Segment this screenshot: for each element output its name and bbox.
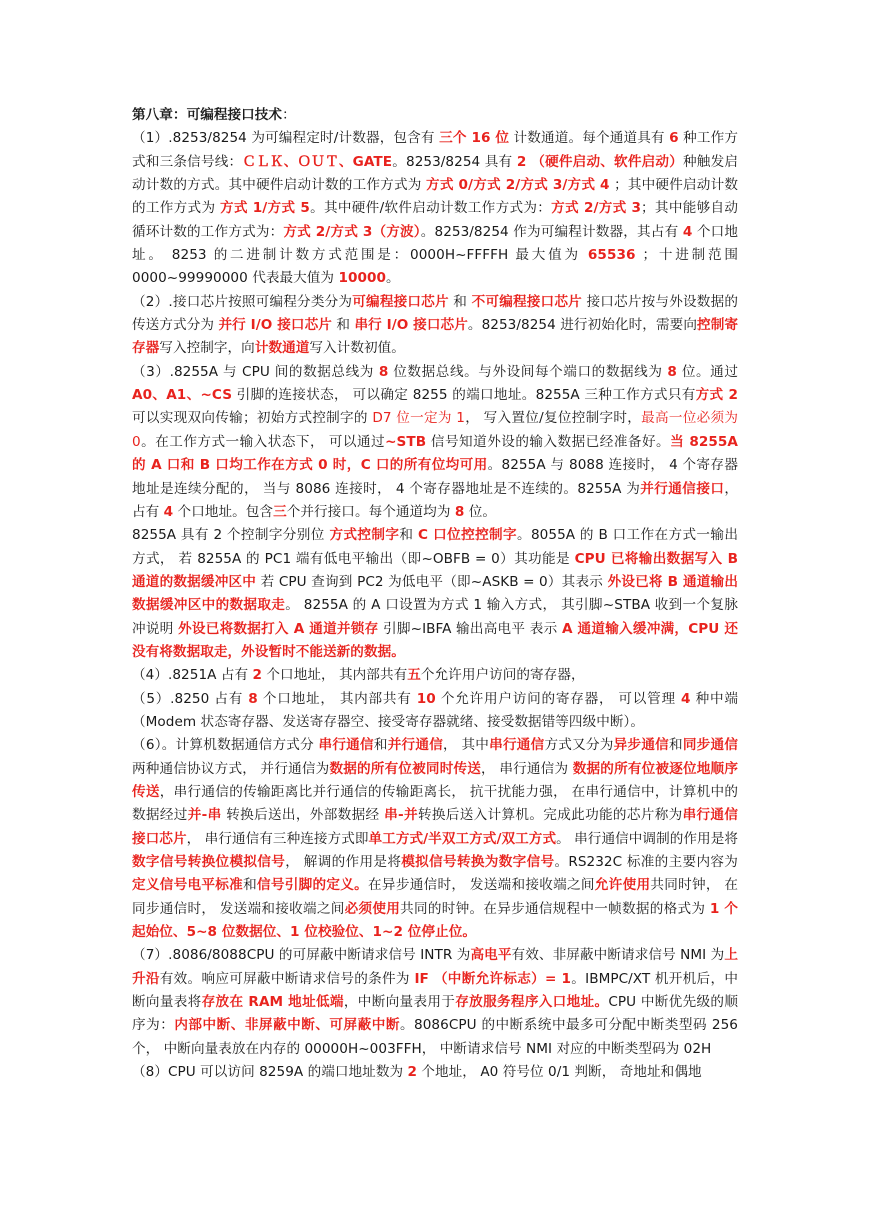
highlighted-text: 4: [163, 503, 174, 520]
body-text: 。在工作方式一输入状态下， 可以通过: [140, 433, 386, 450]
body-text: 有效、非屏蔽中断请求信号 NMI 为: [511, 947, 725, 964]
highlighted-text: 1 个起始位、5~8 位数据位、1 位校验位、1~2 位停止位。: [132, 900, 739, 941]
body-text: 。8253/8254 具有: [392, 153, 517, 170]
highlighted-text: 三: [273, 503, 287, 520]
highlighted-text: 数据的所有位被逐位地顺序传送: [132, 760, 738, 800]
highlighted-text: 存放服务程序入口地址。: [455, 994, 609, 1011]
body-text: ， 解调的作用是将: [285, 854, 402, 870]
body-text: 。8253/8254 进行初始化时，需要向: [467, 317, 698, 334]
highlighted-text: 外设已将数据打入 A 通道并锁存: [178, 620, 379, 637]
highlighted-text: 同步通信: [682, 737, 738, 754]
body-text: 。8253/8254 作为可编程计数器，其占有: [420, 223, 683, 240]
highlighted-text: 方式 2: [695, 387, 738, 404]
highlighted-text: 10000: [338, 270, 386, 287]
body-text: （6）。计算机数据通信方式分: [132, 737, 319, 754]
highlighted-text: 方式 2/方式 3: [551, 200, 642, 217]
highlighted-text: 串行通信: [318, 737, 374, 754]
body-text: 。IBMPC/XT 机开机后，中断向量表将: [132, 970, 738, 1011]
highlighted-text: D7 位一定为 1: [372, 410, 465, 427]
highlighted-text: 计数通道: [254, 340, 310, 357]
body-text: （7）.8086/8088CPU 的可屏蔽中断请求信号 INTR 为: [132, 947, 471, 964]
highlighted-text: 最高一位必须为 0: [132, 410, 738, 450]
highlighted-text: IF （中断允许标志）= 1: [414, 970, 572, 987]
highlighted-text: 不可编程接口芯片: [471, 293, 582, 310]
paragraph: [132, 664, 738, 687]
body-text: 个口地址， 其内部共有: [262, 667, 408, 684]
highlighted-text: ~STB: [385, 433, 427, 450]
highlighted-text: 2 （硬件启动、软件启动）: [516, 153, 683, 170]
paragraph: [132, 944, 738, 1061]
body-text: ，串行通信的传输距离比并行通信的传输距离长， 抗干扰能力强， 在串行通信中，计算机中的数据经过: [132, 783, 738, 824]
highlighted-text: 方式控制字: [329, 527, 400, 544]
paragraph: [132, 734, 738, 944]
highlighted-text: 上升沿: [132, 947, 739, 987]
body-text: （1）.8253/8254 为可编程定时/计数器，包含有: [132, 130, 440, 147]
highlighted-text: 2: [407, 1064, 417, 1081]
chapter-title: 第八章：可编程接口技术: [132, 107, 283, 123]
highlighted-text: 串行通信接口芯片: [132, 807, 739, 847]
body-text: ， 占有: [132, 480, 738, 520]
highlighted-text: 串行 I/O 接口芯片: [354, 317, 468, 334]
chapter-title-colon: ：: [282, 107, 296, 123]
highlighted-text: 当 8255A 的 A 口和 B 口均工作在方式 0 时，C 口的所有位均可用: [132, 433, 738, 474]
highlighted-text: 8: [378, 363, 389, 380]
body-text: 个并行接口。每个通道均为: [286, 503, 455, 520]
body-text: 共同的时钟。在异步通信规程中一帧数据的格式为: [400, 900, 710, 917]
body-text: 位数据总线。与外设间每个端口的数据线为: [388, 363, 668, 380]
body-text: 种中端（Modem 状态寄存器、发送寄存器空、接受寄存器就绪、接受数据错等四级中断）。: [132, 690, 738, 730]
body-text: （2）.接口芯片按照可编程分类分为: [132, 293, 353, 310]
highlighted-text: 定义信号电平标准: [132, 877, 244, 894]
body-text: （5）.8250 占有: [132, 690, 249, 707]
paragraph: [132, 1061, 738, 1084]
highlighted-text: 并行通信: [387, 737, 444, 754]
body-text: 和: [243, 877, 257, 894]
body-text: ， 写入置位/复位控制字时，: [464, 410, 642, 427]
highlighted-text: 存放在 RAM 地址低端: [201, 994, 344, 1011]
body-text: 。其中硬件/软件启动计数工作方式为：: [309, 200, 552, 217]
body-text: ，中断向量表用于: [343, 994, 456, 1011]
highlighted-text: 8: [667, 363, 677, 380]
highlighted-text: 五: [407, 667, 421, 684]
highlighted-text: 8: [248, 690, 258, 707]
highlighted-text: 数字信号转换位模拟信号: [132, 854, 286, 870]
body-text: 种触发启动计数的方式。其中硬件启动计数的工作方式为: [132, 153, 739, 194]
highlighted-text: 并-串: [187, 807, 222, 824]
body-text: （3）.8255A 与 CPU 间的数据总线为: [132, 363, 379, 380]
highlighted-text: 允许使用: [594, 877, 651, 894]
body-text: 个口地址。 8253 的二进制计数方式范围是：0000H~FFFFH 最大值为: [132, 223, 738, 264]
body-text: 在异步通信时， 发送端和接收端之间: [368, 877, 595, 894]
body-text: 可以实现双向传输；初始方式控制字的: [132, 410, 373, 427]
highlighted-text: 2: [252, 667, 263, 684]
body-text: 。8086CPU 的中断系统中最多可分配中断类型码 256 个， 中断向量表放在内存的 00000H~003FFH， 中断请求信号 NMI 对应的中断类型码为 02H: [132, 1017, 738, 1057]
body-text: 。RS232C 标准的主要内容为: [554, 854, 738, 870]
body-text: 写入计数初值。: [309, 340, 405, 357]
highlighted-text: 高电平: [470, 947, 512, 964]
highlighted-text: 方式 2/方式 3（方波）: [283, 223, 421, 240]
highlighted-text: 并行 I/O 接口芯片: [218, 317, 332, 334]
highlighted-text: 数据的所有位被同时传送: [329, 760, 482, 777]
highlighted-text: 内部中断、非屏蔽中断、可屏蔽中断: [174, 1017, 400, 1034]
body-text: 和: [331, 317, 355, 334]
body-text: 和: [448, 293, 472, 310]
body-text: ；十进制范围 0000~99990000 代表最大值为: [132, 247, 739, 287]
highlighted-text: 串-并: [384, 807, 418, 824]
body-text: 个允许用户访问的寄存器， 可以管理: [435, 690, 681, 707]
body-text: 个口地址， 其内部共有: [257, 690, 417, 707]
highlighted-text: 必须使用: [344, 900, 401, 917]
highlighted-text: 控制寄存器: [132, 317, 739, 357]
paragraph: [132, 524, 738, 664]
highlighted-text: 异步通信: [613, 737, 669, 754]
body-text: 转换后送入计算机。完成此功能的芯片称为: [417, 807, 683, 824]
body-text: 8255A 具有 2 个控制字分别位: [132, 527, 330, 544]
body-text: 。 串行通信中调制的作用是将: [556, 830, 738, 847]
paragraph: [132, 127, 738, 290]
body-text: 写入控制字，向: [159, 340, 255, 357]
body-text: 个口地址。包含: [173, 503, 274, 520]
highlighted-text: 8: [454, 503, 465, 520]
document-body: [132, 104, 738, 1084]
body-text: 计数通道。每个通道具有: [509, 130, 670, 147]
highlighted-text: 并行通信接口: [640, 480, 725, 497]
body-text: 接口芯片按与外设数据的传送方式分为: [132, 293, 739, 334]
body-text: ， 串行通信有三种连接方式即: [186, 830, 369, 847]
body-text: 转换后送出，外部数据经: [221, 807, 385, 824]
paragraph-list: [132, 127, 738, 1084]
body-text: （4）.8251A 占有: [132, 667, 253, 684]
paragraph: [132, 291, 738, 361]
highlighted-text: 方式 1/方式 5: [219, 200, 310, 217]
highlighted-text: 可编程接口芯片: [352, 293, 449, 310]
highlighted-text: 方式 0/方式 2/方式 3/方式 4: [426, 177, 610, 194]
body-text: 个地址， A0 符号位 0/1 判断， 奇地址和偶地: [417, 1064, 702, 1081]
highlighted-text: 6: [669, 130, 679, 147]
body-text: 有效。响应可屏蔽中断请求信号的条件为: [159, 970, 415, 987]
body-text: 方式又分为: [544, 737, 614, 754]
paragraph: [132, 361, 738, 524]
body-text: 和: [399, 527, 418, 544]
body-text: 引脚的连接状态， 可以确定 8255 的端口地址。8255A 三种工作方式只有: [232, 387, 696, 404]
highlighted-text: 4: [681, 690, 691, 707]
highlighted-text: ＣＬＫ、ＯＵＴ、GATE: [242, 153, 393, 170]
body-text: 引脚~IBFA 输出高电平 表示: [378, 620, 563, 637]
body-text: 个允许用户访问的寄存器，: [420, 667, 585, 684]
body-text: 若 CPU 查询到 PC2 为低电平（即~ASKB = 0）其表示: [256, 573, 608, 590]
body-text: ， 串行通信为: [481, 760, 573, 777]
body-text: 种工作方式和三条信号线：: [132, 130, 738, 170]
highlighted-text: C 口位控控制字: [418, 527, 517, 544]
body-text: 信号知道外设的输入数据已经准备好。: [426, 433, 671, 450]
body-text: （8）CPU 可以访问 8259A 的端口地址数为: [132, 1064, 408, 1081]
body-text: ， 其中: [443, 737, 490, 754]
highlighted-text: 单工方式/半双工方式/双工方式: [368, 830, 557, 847]
highlighted-text: 模拟信号转换为数字信号: [401, 854, 555, 870]
highlighted-text: 信号引脚的定义。: [256, 877, 369, 894]
highlighted-text: 三个 16 位: [439, 130, 510, 147]
body-text: 和: [373, 737, 388, 754]
body-text: 。8255A 与 8088 连接时， 4 个寄存器地址是连续分配的， 当与 8086 连接时， 4 个寄存器地址是不连续的。8255A 为: [132, 457, 738, 497]
body-text: 和: [669, 737, 683, 754]
body-text: 位。通过: [676, 363, 738, 380]
chapter-heading-line: [132, 104, 738, 127]
highlighted-text: 串行通信: [489, 737, 545, 754]
body-text: 。 8255A 的 A 口设置为方式 1 输入方式， 其引脚~STBA 收到一个复脉冲说明: [132, 597, 738, 637]
body-text: 位。: [464, 503, 497, 520]
highlighted-text: 4: [682, 223, 693, 240]
paragraph: [132, 688, 738, 735]
body-text: ；其中硬件启动计数的工作方式为: [132, 177, 739, 217]
body-text: 共同时钟， 在同步通信时， 发送端和接收端之间: [132, 877, 739, 917]
highlighted-text: A0、A1、~CS: [132, 387, 233, 404]
body-text: 。: [385, 270, 400, 287]
highlighted-text: CPU 已将输出数据写入 B 通道的数据缓冲区中: [132, 550, 738, 590]
body-text: 两种通信协议方式， 并行通信为: [132, 760, 330, 777]
highlighted-text: 10: [416, 690, 436, 707]
highlighted-text: 外设已将 B 通道输出数据缓冲区中的数据取走: [132, 573, 738, 614]
highlighted-text: 65536: [587, 247, 636, 264]
body-text: ；其中能够自动循环计数的工作方式为：: [132, 200, 739, 240]
body-text: 。8055A 的 B 口工作在方式一输出方式， 若 8255A 的 PC1 端有低电平输出（即~OBFB = 0）其功能是: [132, 527, 739, 567]
body-text: CPU 中断优先级的顺序为：: [132, 994, 738, 1034]
highlighted-text: A 通道输入缓冲满，CPU 还没有将数据取走，外设暂时不能送新的数据。: [132, 620, 738, 660]
